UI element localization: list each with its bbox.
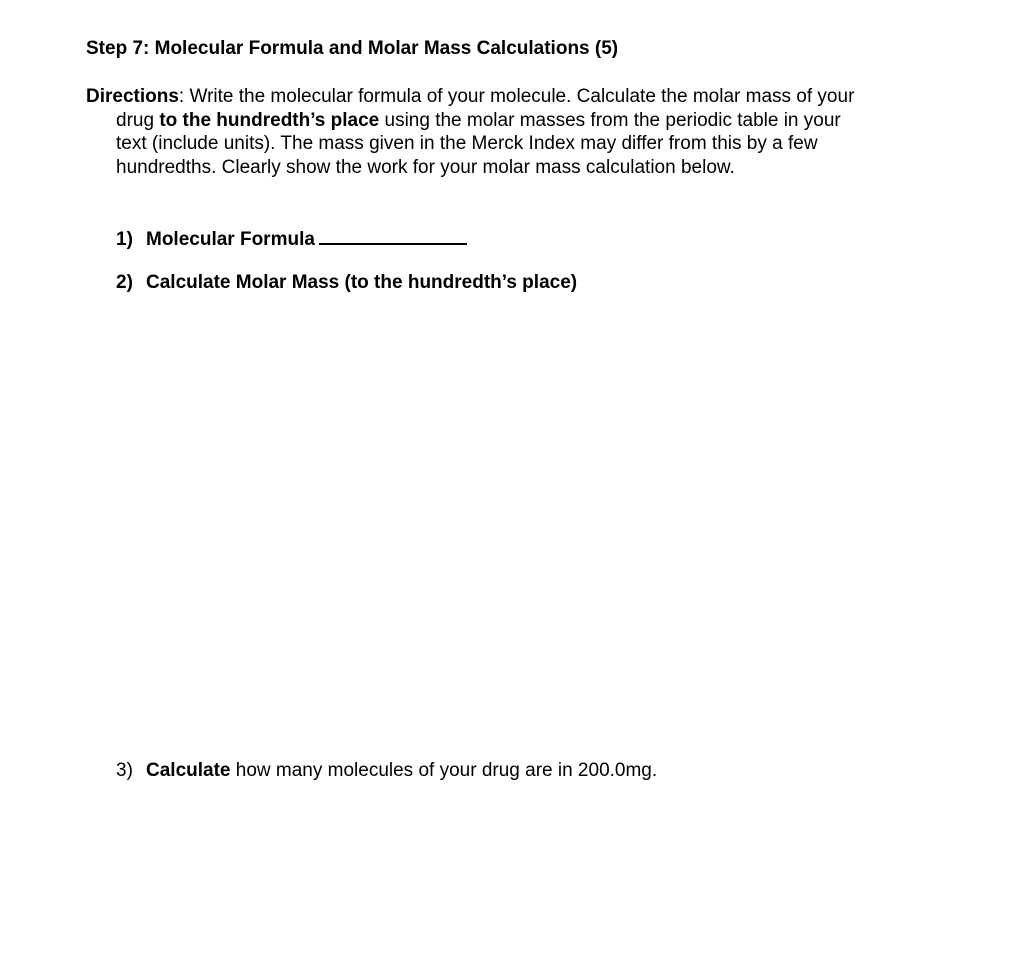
directions-line-4: hundredths. Clearly show the work for your molar mass calculation below. xyxy=(116,156,735,178)
directions-line-3: text (include units). The mass given in the Merck Index may differ from this by a few xyxy=(116,133,818,154)
directions-line-1 xyxy=(86,85,906,109)
step-heading: Step 7: Molecular Formula and Molar Mass Calculations (5) xyxy=(86,38,619,59)
directions-line-2-post: using the molar masses from the periodic table in your xyxy=(379,109,841,131)
item-label-rest: how many molecules of your drug are in 200.0mg. xyxy=(230,760,658,781)
directions-label: Directions xyxy=(86,86,179,107)
item-label: Calculate Molar Mass (to the hundredth’s place) xyxy=(146,272,578,293)
item-molecular-formula xyxy=(116,225,467,251)
item-label: Molecular Formula xyxy=(146,229,315,250)
item-number: 1) xyxy=(116,229,133,250)
item-number: 2) xyxy=(116,272,133,293)
directions-line-1-text: : Write the molecular formula of your molecule. Calculate the molar mass of your xyxy=(178,86,855,107)
item-label-bold: Calculate xyxy=(146,760,231,781)
directions-line-2-pre: drug xyxy=(116,109,160,131)
directions-emphasis: to the hundredth’s place xyxy=(159,109,380,131)
directions-paragraph xyxy=(86,85,906,179)
item-calculate-molar-mass xyxy=(116,272,577,294)
item-number: 3) xyxy=(116,760,133,781)
molecular-formula-answer-blank[interactable] xyxy=(319,225,467,245)
directions-line-2 xyxy=(86,109,906,133)
item-calculate-molecules xyxy=(116,760,657,782)
